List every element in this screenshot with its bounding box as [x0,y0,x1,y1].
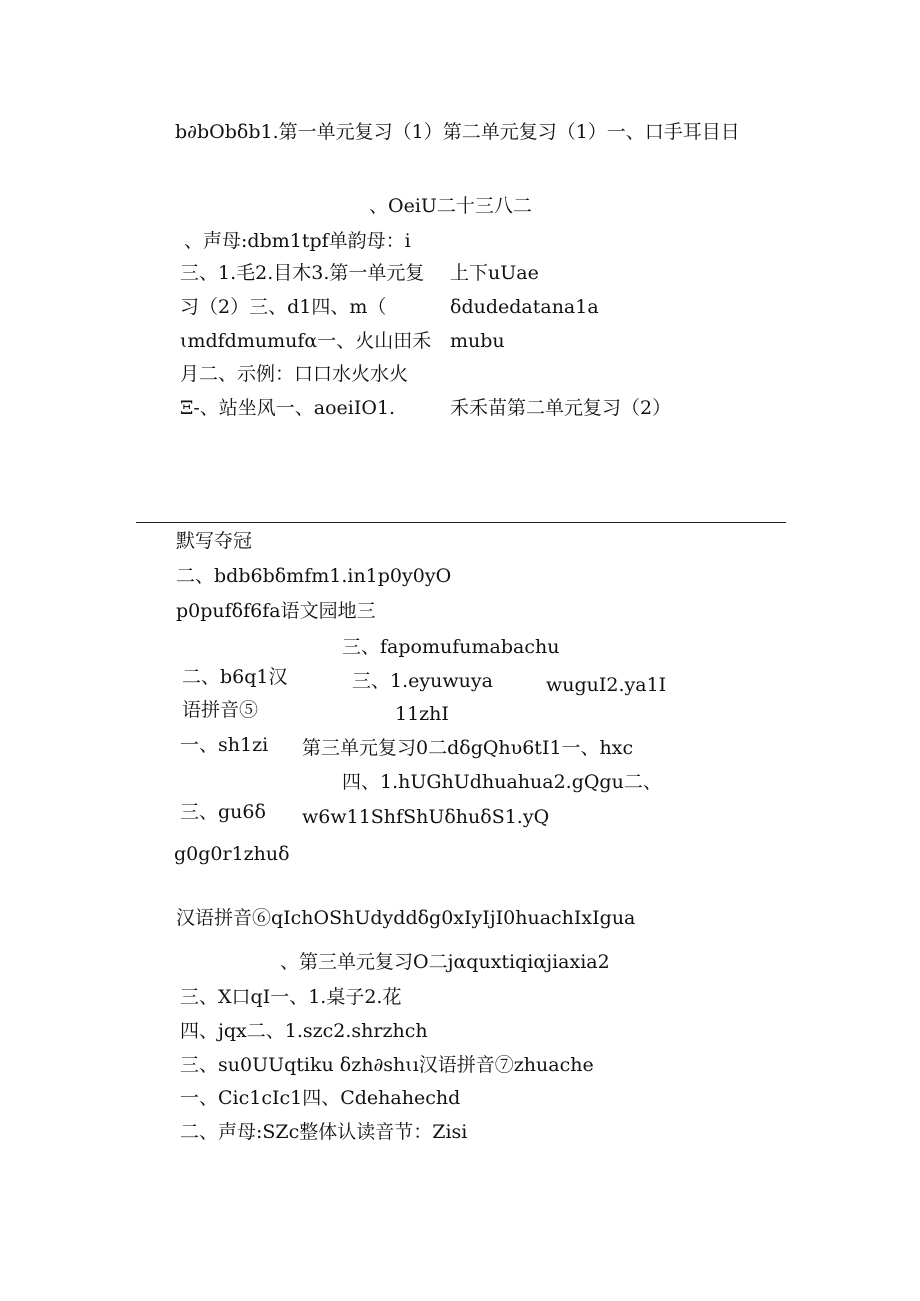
right-column-line: 上下uUae [450,262,539,284]
right-column-line: mubu [450,330,505,352]
body-line: 二、声母:SZc整体认读音节：Zisi [180,1121,468,1143]
body-line: 一、Cic1cIc1四、Cdehahechd [180,1087,461,1109]
body-line: 四、1.hUGhUdhuahua2.gQgu二、 [342,771,662,793]
center-line: 、OeiU二十三八二 [369,195,532,217]
body-line: 二、b6q1汉 [182,666,288,688]
body-line: 第三单元复习0二dδgQhυ6tI1一、hxc [302,737,634,759]
body-line: 汉语拼音⑥qIchOShUdyddδg0xIyIjI0huachIxIgua [176,907,636,929]
section-divider [136,522,786,523]
body-line: wuguI2.ya1I [546,674,667,696]
body-line: 三、1.eyuwuya [352,670,493,692]
right-column-line: 禾禾苗第二单元复习（2） [450,397,672,419]
header-line: b∂bObδb1.第一单元复习（1）第二单元复习（1）一、口手耳目日 [175,121,740,143]
body-line: 11zhI [395,703,449,725]
body-line: 三、gu6δ [180,801,266,823]
body-line: 一、sh1zi [180,734,269,756]
left-column-line: 月二、示例：口口水火水火 [180,363,409,385]
body-line: 、第三单元复习O二jαquxtiqiαjiaxia2 [280,951,610,973]
left-column-line: 、声母:dbm1tpf单韵母：i [184,230,411,252]
section-title: 默写夺冠 [176,530,253,552]
body-line: 三、fapomufumabachu [342,636,560,658]
body-line: 三、X口qI一、1.桌子2.花 [180,986,402,1008]
left-column-line: 习（2）三、d1四、m（ [180,296,387,318]
left-column-line: ɩmdfdmumufα一、火山田禾 [180,330,432,352]
body-line: g0g0r1zhuδ [174,843,290,865]
body-line: p0pufδf6fa语文园地三 [176,600,376,622]
left-column-line: Ξ-、站坐风一、aoeiIO1. [180,397,396,419]
body-line: 三、su0UUqtiku δzh∂shɩı汉语拼音⑦zhuache [180,1054,594,1076]
body-line: 语拼音⑤ [182,699,259,721]
right-column-line: δdudedatana1a [450,296,599,318]
body-line: 四、jqx二、1.szc2.shrzhch [180,1020,428,1042]
left-column-line: 三、1.毛2.目木3.第一单元复 [180,262,425,284]
body-line: w6w11ShfShUδhuδS1.yQ [302,806,550,828]
body-line: 二、bdb6bδmfm1.in1p0y0yO [176,565,452,587]
